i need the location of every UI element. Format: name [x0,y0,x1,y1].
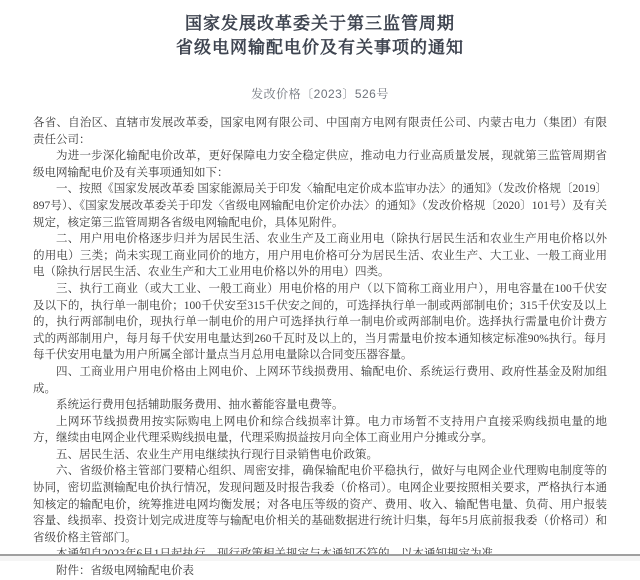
paragraph: 上网环节线损费用按实际购电上网电价和综合线损率计算。电力市场暂不支持用户直接采购线损电量的地方，继续由电网企业代理采购线损电量，代理采购损益按月向全体工商业用户分摊或分享。 [33,415,607,445]
paragraph: 六、省级价格主管部门要精心组织、周密安排，确保输配电价平稳执行，做好与电网企业代理购电制度等的协同，密切监测输配电价执行情况，发现问题及时报告我委（价格司）。电网企业要按照相关要求，严格执行本通知核定的输配电价，统筹推进电网均衡发展；对各电压等级的资产、费用、收入、输配售电量、负荷、用户报装容量、线损率、投资计划完成进度等与输配电价相关的基础数据进行统计归集，每年5月底前报我委（价格司）和省级价格主管部门。 [33,465,607,544]
doc-title [0,12,640,60]
doc-body [33,115,607,580]
paragraph: 三、执行工商业（或大工业、一般工商业）用电价格的用户（以下简称工商业用户），用电容量在100千伏安及以下的，执行单一制电价；100千伏安至315千伏安之间的，可选择执行单一制或两部制电价；315千伏安及以上的，执行两部制电价，现执行单一制电价的用户可选择执行单一制电价或两部制电价。选择执行需量电价计费方式的两部制用户，每月每千伏安用电量达到260千瓦时及以上的，当月需量电价按本通知核定标准90%执行。每月每千伏安用电量为用户所属全部计量点当月总用电量除以合同变压器容量。 [33,282,607,362]
paragraph: 四、工商业用户用电价格由上网电价、上网环节线损费用、输配电价、系统运行费用、政府性基金及附加组成。 [33,365,607,395]
document-page [0,12,640,578]
paragraph: 二、用户用电价格逐步归并为居民生活、农业生产及工商业用电（除执行居民生活和农业生产用电价格以外的用电）三类；尚未实现工商业同价的地方，用户用电价格可分为居民生活、农业生产、大工业、一般工商业用电（除执行居民生活、农业生产和大工业用电价格以外的用电）四类。 [33,233,607,279]
paragraph: 附件：省级电网输配电价表 [56,565,194,578]
paragraph: 系统运行费用包括辅助服务费用、抽水蓄能容量电费等。 [56,399,344,412]
paragraph: 为进一步深化输配电价改革，更好保障电力安全稳定供应，推动电力行业高质量发展，现就第三监管周期省级电网输配电价及有关事项通知如下： [33,150,607,179]
doc-title-line-2: 省级电网输配电价及有关事项的通知 [176,38,464,57]
doc-title-line-1: 国家发展改革委关于第三监管周期 [185,14,455,33]
paragraph: 五、居民生活、农业生产用电继续执行现行目录销售电价政策。 [56,448,378,461]
paragraph: 各省、自治区、直辖市发展改革委，国家电网有限公司、中国南方电网有限责任公司、内蒙古电力（集团）有限责任公司： [33,117,607,146]
doc-number: 发改价格〔2023〕526号 [251,87,389,101]
bottom-strip [0,556,640,561]
paragraph: 一、按照《国家发展改革委 国家能源局关于印发〈输配电定价成本监审办法〉的通知》（发改价格规〔2019〕897号）、《国家发展改革委关于印发〈省级电网输配电价定价办法〉的通知》（发改价格规〔2020〕101号）及有关规定，核定第三监管周期各省级电网输配电价，具体见附件。 [33,183,607,229]
